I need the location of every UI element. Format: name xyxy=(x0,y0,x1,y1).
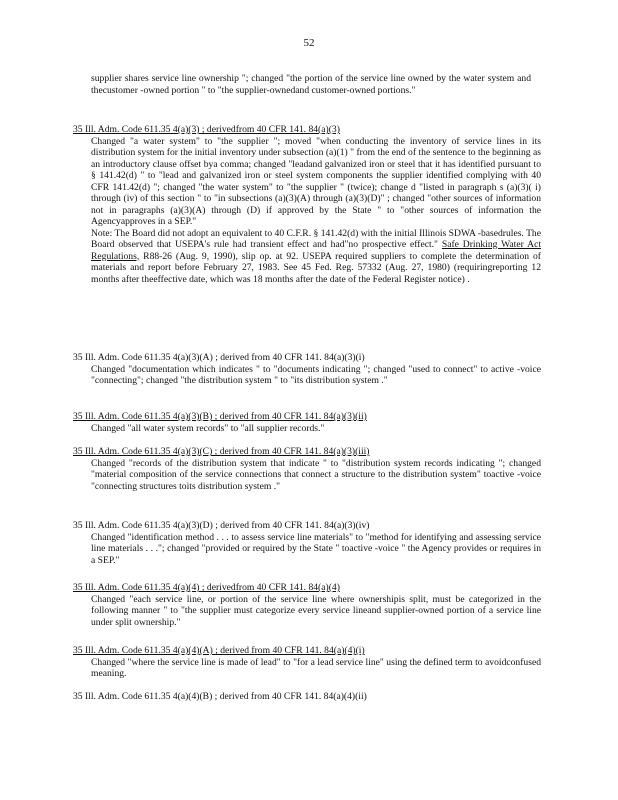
entry-body-text: Changed "a water system" to "the supplier "; moved "when conducting the inventory of service lines in its distribution system for the initial inventory under subsection (a)(1) " from the end of the sentence to the beginning as an introductory clause offset bya comma; changed "leadand galvanized iron or steel that it has identified pursuant to § 141.42(d) " to "lead and galvanized iron or steel system components the supplier identified complying with 40 CFR 141.42(d) "; changed "the water system" to "the supplier " (twice); change d "listed in paragraph s (a)(3)( i) through (iv) of this section " to "in subsections (a)(3)(A) through (a)(3)(D)" ; changed "other sources of information not in paragraphs (a)(3)(A) through (D) if approved by the State " to "other sources of information the Agencyapproves in a SEP." xyxy=(91,135,541,227)
entry-611-354-a-4-A xyxy=(73,645,541,680)
entry-heading: 35 Ill. Adm. Code 611.35 4(a)(3) ; derivedfrom 40 CFR 141. 84(a)(3) xyxy=(73,124,340,135)
note-suffix: R88-26 (Aug. 9, 1990), slip op. at 92. USEPA required suppliers to complete the determination of materials and report before February 27, 1983. See 45 Fed. Reg. 57332 (Aug. 27, 1980) (requiringreporting 12 months after theeffective date, which was 18 months after the date of the Federal Register notice) . xyxy=(91,250,541,285)
note-prefix: Note: The Board did not adopt an equivalent to 40 C.F.R. § 141.42(d) with the initial Illinois SDWA -basedrules. The Board observed that USEPA's rule had transient effect and had"no prospective effect." xyxy=(91,227,541,250)
entry-611-354-a-3-A xyxy=(73,352,541,387)
entry-body: Changed "records of the distribution system that indicate " to "distribution system records indicating "; changed "material composition of the service connections that connect a structure to the distribution system" toactive -voice "connecting structures toits distribution system ." xyxy=(91,457,541,492)
entry-611-354-a-3-B xyxy=(73,411,541,434)
entry-heading: 35 Ill. Adm. Code 611.35 4(a)(3)(D) ; derived from 40 CFR 141. 84(a)(3)(iv) xyxy=(73,520,370,531)
entry-body: Changed "documentation which indicates " to "documents indicating "; changed "used to connect" to active -voice "connecting"; changed "the distribution system " to "its distribution system ." xyxy=(91,363,541,386)
entry-611-354-a-3-C xyxy=(73,446,541,492)
page-number: 52 xyxy=(303,37,315,49)
entry-body xyxy=(73,136,541,286)
entry-body: Changed "where the service line is made of lead" to "for a lead service line" using the defined term to avoidconfused meaning. xyxy=(91,656,541,679)
entry-heading: 35 Ill. Adm. Code 611.35 4(a)(4)(A) ; derived from 40 CFR 141. 84(a)(4)(i) xyxy=(73,645,365,656)
entry-611-354-a-4 xyxy=(73,582,541,628)
entry-body: Changed "all water system records" to "all supplier records." xyxy=(91,422,325,434)
entry-611-354-a-4-B xyxy=(73,691,541,703)
entry-heading: 35 Ill. Adm. Code 611.35 4(a)(3)(B) ; derived from 40 CFR 141. 84(a)(3)(ii) xyxy=(73,411,367,422)
entry-heading: 35 Ill. Adm. Code 611.35 4(a)(3)(C) ; derived from 40 CFR 141. 84(a)(3)(iii) xyxy=(73,446,370,457)
entry-611-354-a-3 xyxy=(73,124,541,285)
entry-body: Changed "each service line, or portion of the service line where ownershipis split, must be categorized in the following manner " to "the supplier must categorize every service lineand supplier-owned portion of a service line under split ownership." xyxy=(91,593,541,628)
entry-body: Changed "identification method . . . to assess service line materials" to "method for identifying and assessing service line materials . . ."; changed "provided or required by the State " toactive -voice " the Agency provides or requires in a SEP." xyxy=(91,531,541,566)
entry-heading: 35 Ill. Adm. Code 611.35 4(a)(4) ; derivedfrom 40 CFR 141. 84(a)(4) xyxy=(73,582,340,593)
note-case-name: Safe Drinking Water Act Regulations, xyxy=(91,239,541,262)
entry-heading: 35 Ill. Adm. Code 611.35 4(a)(4)(B) ; derived from 40 CFR 141. 84(a)(4)(ii) xyxy=(73,691,367,702)
entry-611-354-a-3-D xyxy=(73,520,541,566)
intro-paragraph: supplier shares service line ownership "; changed "the portion of the service line owned by the water system and thecustomer -owned portion " to "the supplier-ownedand customer-owned portions." xyxy=(91,73,531,96)
entry-heading: 35 Ill. Adm. Code 611.35 4(a)(3)(A) ; derived from 40 CFR 141. 84(a)(3)(i) xyxy=(73,352,365,363)
